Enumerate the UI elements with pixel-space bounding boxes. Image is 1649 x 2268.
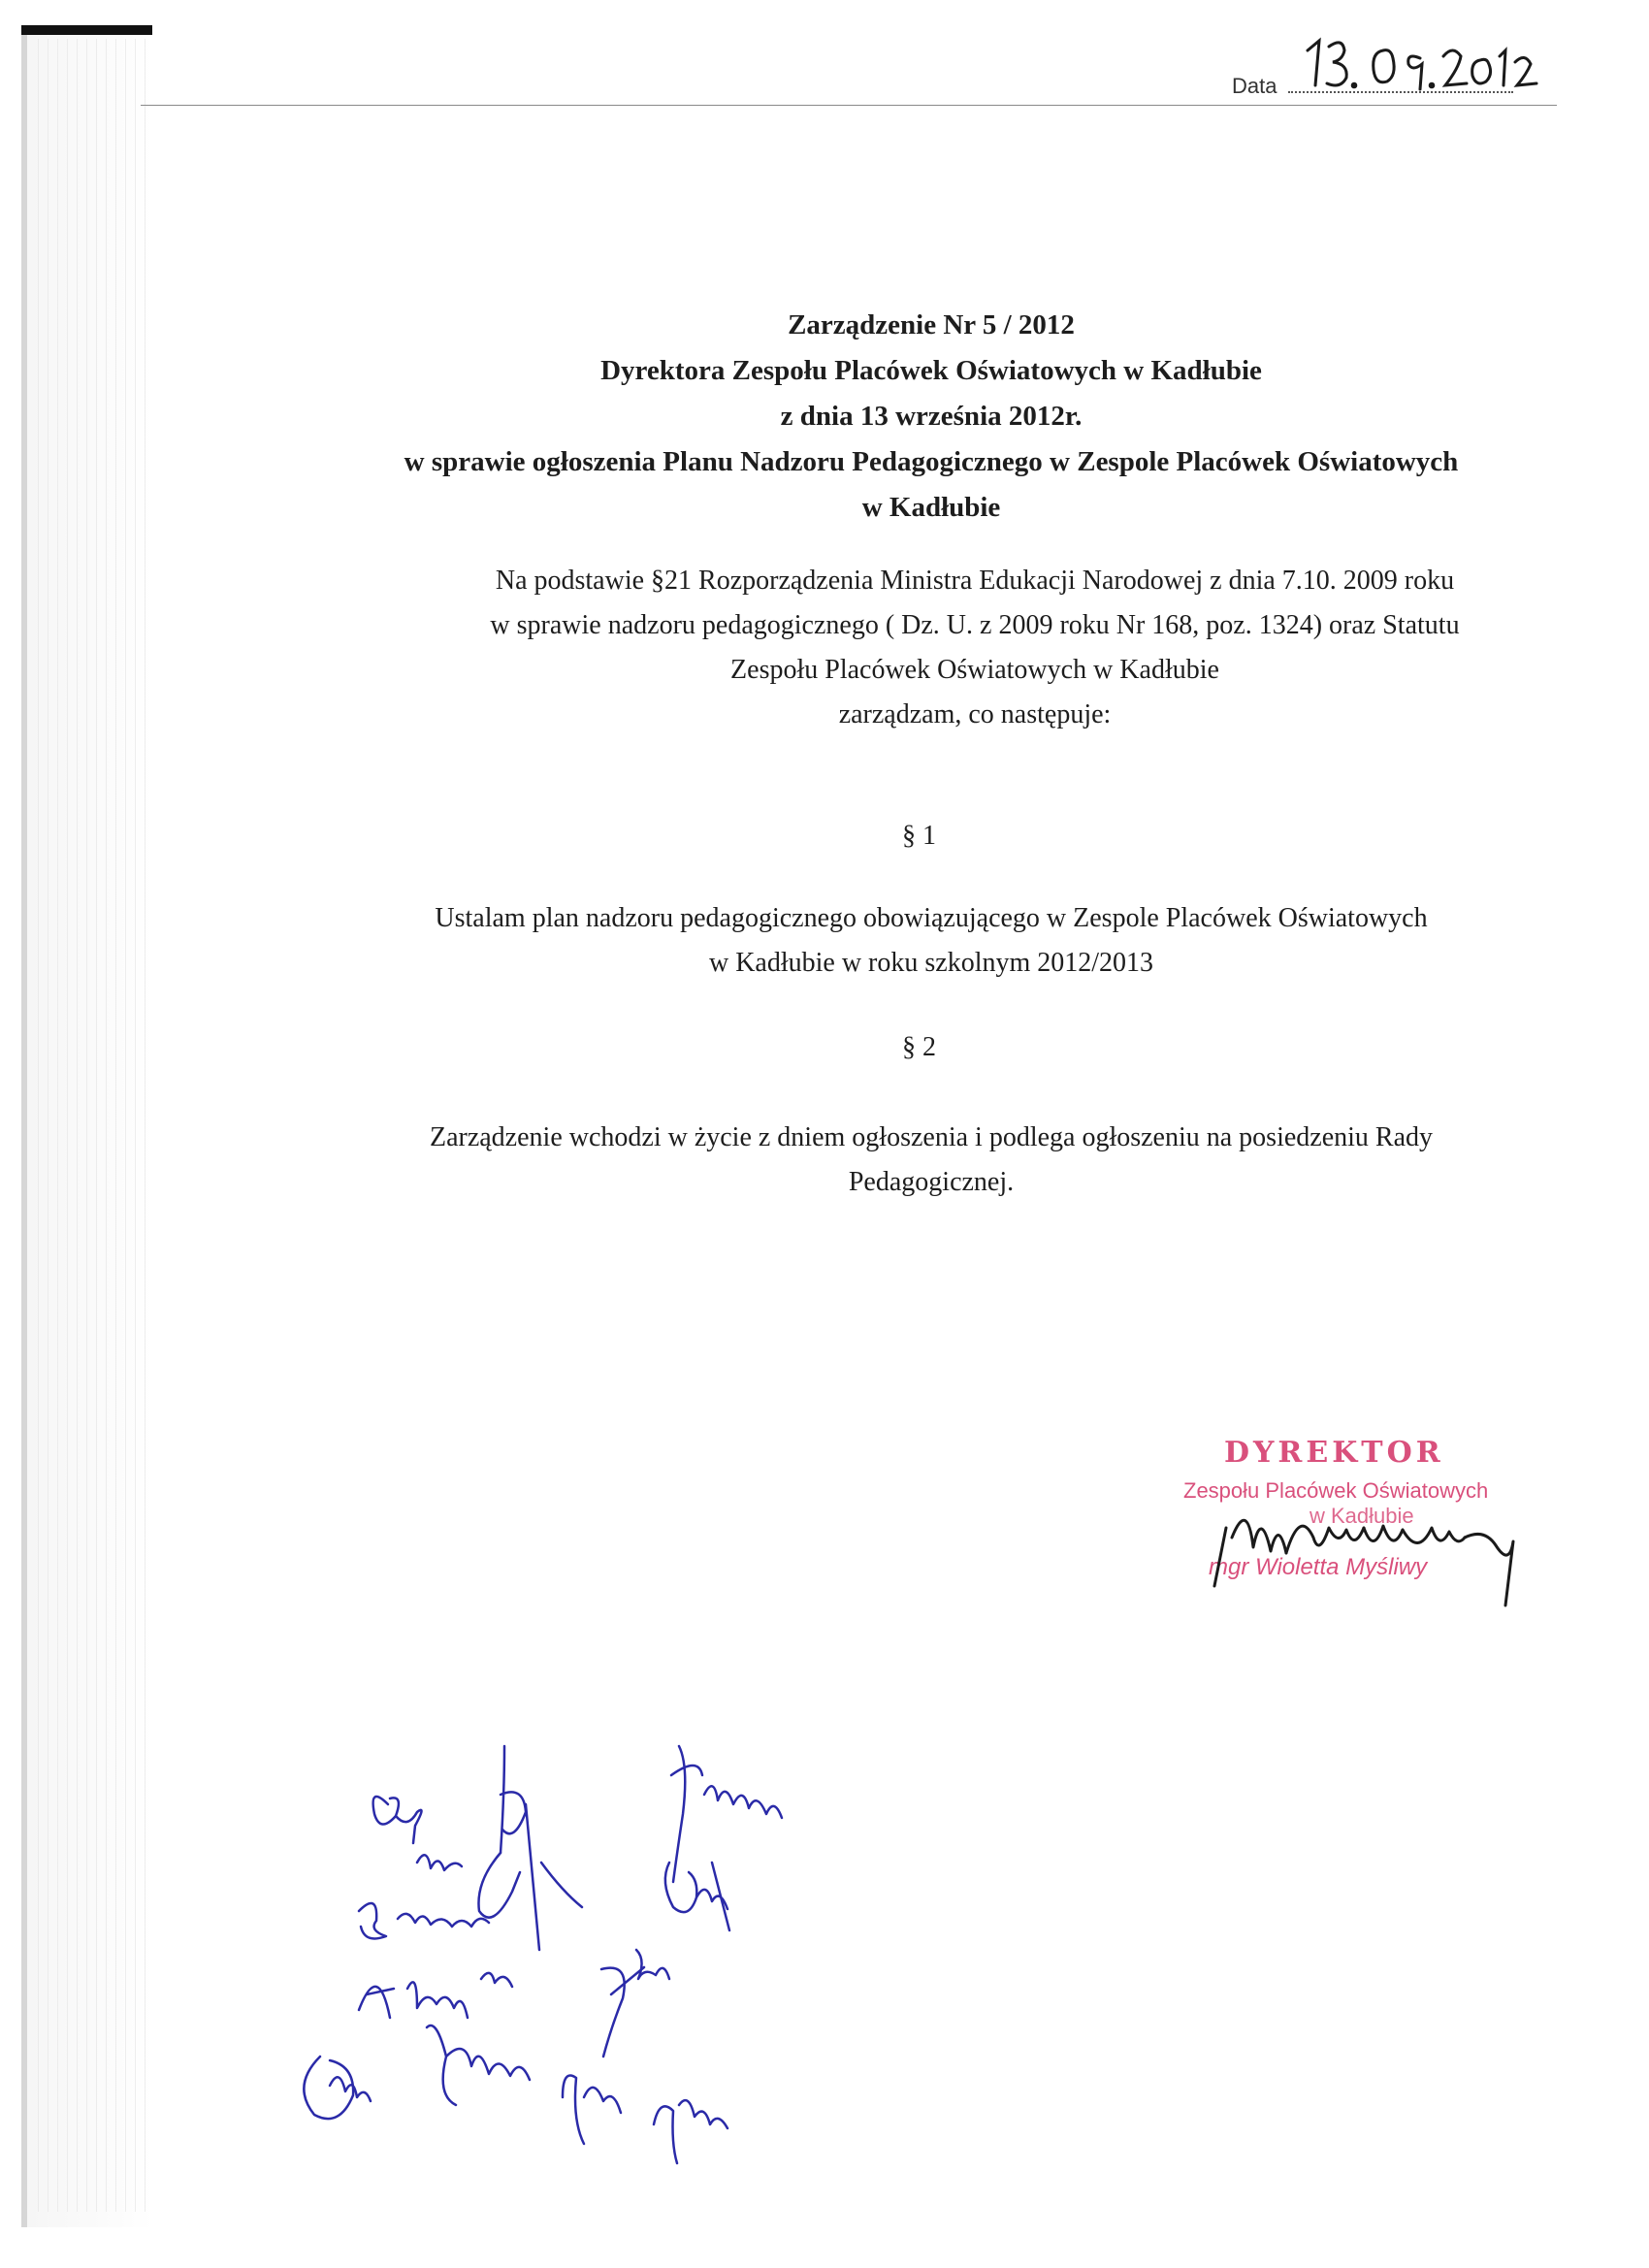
- stamp-institution: Zespołu Placówek Oświatowych: [1183, 1478, 1489, 1503]
- section-2-body: [291, 1116, 1649, 1205]
- basis-line-2: w sprawie nadzoru pedagogicznego ( Dz. U. z 2009 roku Nr 168, poz. 1324) oraz Statutu: [490, 610, 1460, 640]
- section-2-line-1: Zarządzenie wchodzi w życie z dniem ogłoszenia i podlega ogłoszeniu na posiedzeniu Rady: [429, 1122, 1434, 1152]
- header-rule: [141, 105, 1557, 106]
- date-label: Data: [1232, 74, 1277, 98]
- title-line-3: z dnia 13 września 2012r.: [780, 401, 1083, 432]
- basis-line-3: Zespołu Placówek Oświatowych w Kadłubie: [730, 655, 1219, 685]
- legal-basis: [320, 559, 1649, 737]
- title-line-5: w Kadłubie: [861, 492, 1001, 523]
- section-1-body: [291, 896, 1649, 986]
- document-title: [291, 303, 1649, 531]
- basis-line-1: Na podstawie §21 Rozporządzenia Ministra Edukacji Narodowej z dnia 7.10. 2009 roku: [495, 566, 1455, 596]
- stamp-title: DYREKTOR: [1224, 1436, 1444, 1470]
- scan-dark-corner: [21, 25, 152, 35]
- stamp-location: w Kadłubie: [1310, 1504, 1414, 1528]
- scan-page-stack-lines: [29, 39, 146, 2212]
- title-line-1: Zarządzenie Nr 5 / 2012: [788, 309, 1075, 340]
- section-1-heading: § 1: [902, 821, 936, 851]
- stamp-name: mgr Wioletta Myśliwy: [1209, 1554, 1428, 1580]
- staff-signatures: [272, 1736, 1048, 2183]
- section-1-line-1: Ustalam plan nadzoru pedagogicznego obowiązującego w Zespole Placówek Oświatowych: [435, 903, 1428, 933]
- section-2-line-2: Pedagogicznej.: [848, 1167, 1015, 1197]
- director-signature: [1193, 1470, 1562, 1625]
- title-line-4: w sprawie ogłoszenia Planu Nadzoru Pedagogicznego w Zespole Placówek Oświatowych: [404, 446, 1459, 477]
- basis-line-4: zarządzam, co następuje:: [838, 699, 1112, 729]
- section-1-line-2: w Kadłubie w roku szkolnym 2012/2013: [708, 948, 1154, 978]
- section-2-heading: § 2: [902, 1032, 936, 1062]
- handwritten-date: [1298, 29, 1569, 97]
- title-line-2: Dyrektora Zespołu Placówek Oświatowych w Kadłubie: [600, 355, 1262, 386]
